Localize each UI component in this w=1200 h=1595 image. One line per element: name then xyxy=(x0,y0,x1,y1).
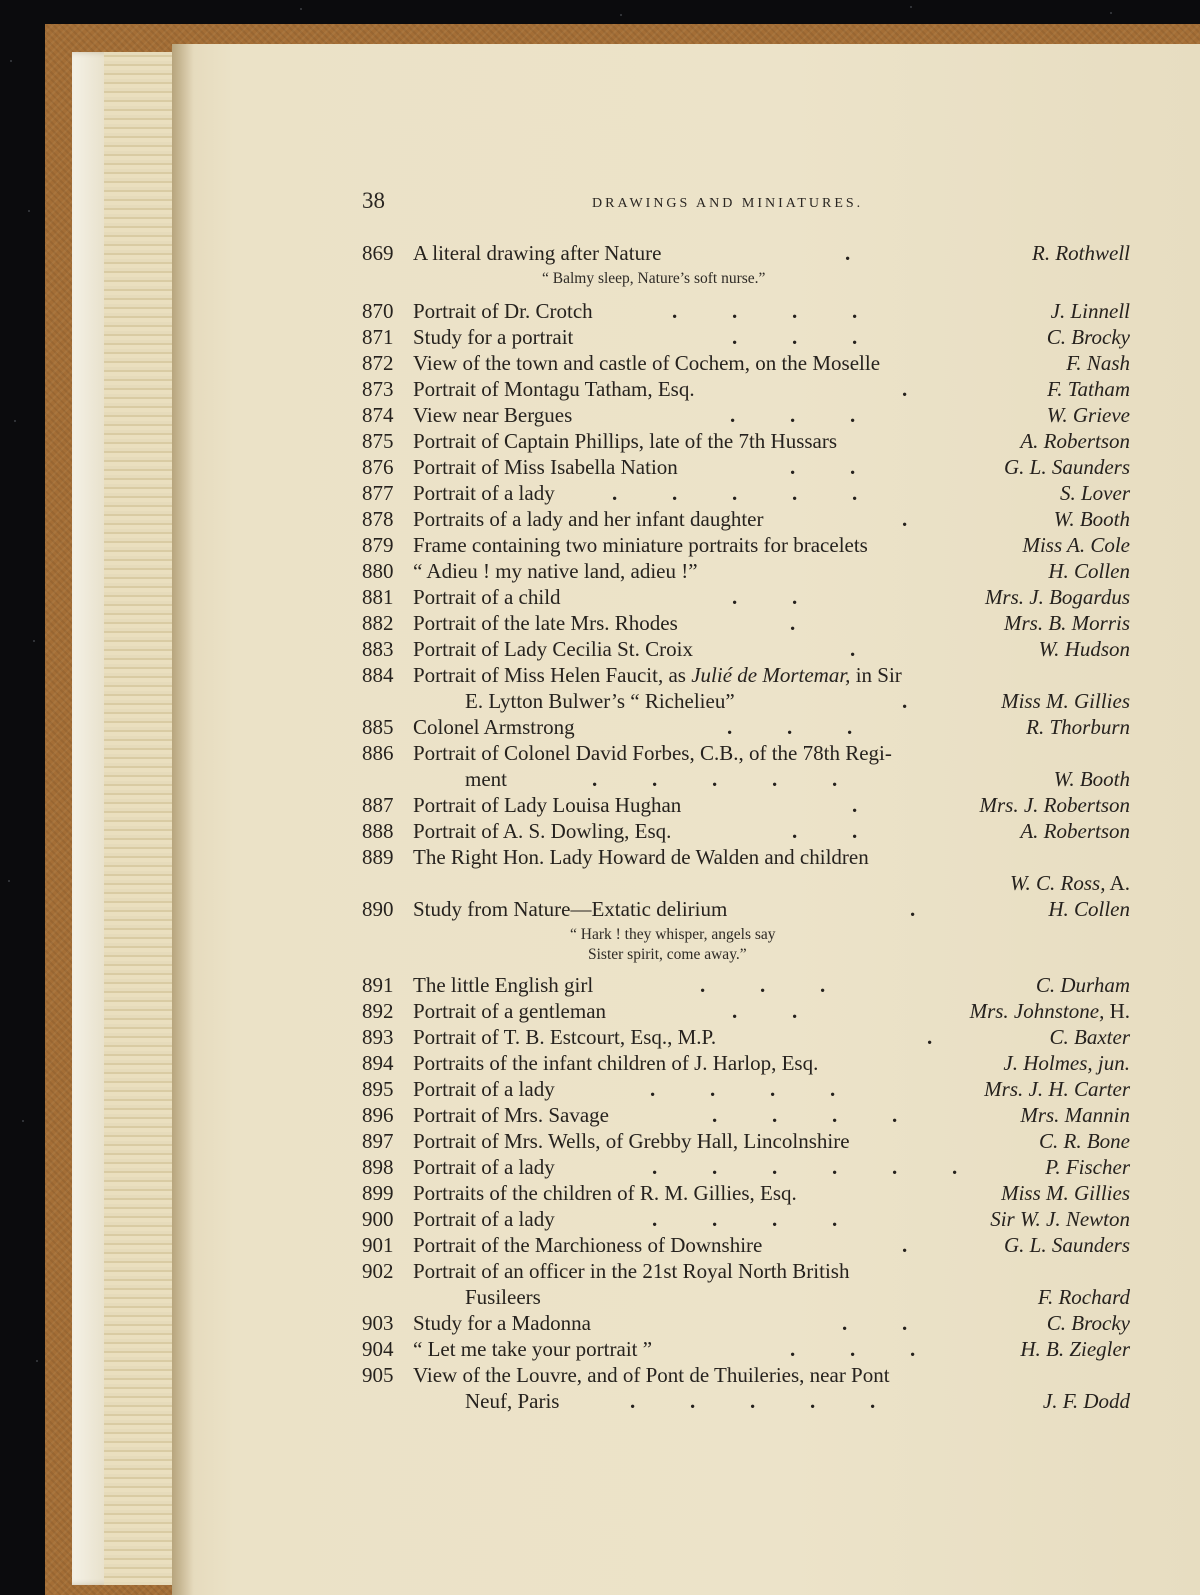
catalogue-entry xyxy=(362,1362,1130,1388)
entry-title: The Right Hon. Lady Howard de Walden and children xyxy=(413,845,869,869)
leader-dots: . xyxy=(927,1025,933,1049)
catalogue-entry xyxy=(362,714,1130,740)
entry-title: “ Let me take your portrait ” xyxy=(413,1337,653,1361)
leader-dots: . . . . xyxy=(712,1103,898,1127)
entry-number: 875 xyxy=(362,429,394,453)
leader-dots: . . . xyxy=(700,973,826,997)
page-number: 38 xyxy=(362,188,385,213)
entry-artist xyxy=(970,998,1130,1024)
entry-artist: Mrs. J. Bogardus xyxy=(984,585,1130,609)
entry-number: 896 xyxy=(362,1103,394,1127)
entry-number: 897 xyxy=(362,1129,394,1153)
catalogue-entry xyxy=(362,818,1130,844)
leader-dots: . . xyxy=(842,1311,908,1335)
leader-dots: . . . xyxy=(730,403,856,427)
entry-title: Frame containing two miniature portraits for bracelets xyxy=(413,533,868,557)
catalogue-entry xyxy=(362,1206,1130,1232)
entry-number: 894 xyxy=(362,1051,394,1075)
catalogue-entry xyxy=(362,428,1130,454)
entry-title: View of the town and castle of Cochem, on the Moselle xyxy=(413,351,881,375)
entry-number: 884 xyxy=(362,663,394,687)
entry-title: Portrait of Montagu Tatham, Esq. xyxy=(413,377,695,401)
entry-number: 870 xyxy=(362,299,394,323)
entry-title: A literal drawing after Nature xyxy=(413,241,662,265)
entry-title-continuation: E. Lytton Bulwer’s “ Richelieu” xyxy=(465,689,735,713)
entry-title-part: in Sir xyxy=(850,663,902,687)
entry-artist: Miss A. Cole xyxy=(1022,533,1130,557)
entry-title: Portrait of a lady xyxy=(413,481,555,505)
leader-dots: . . . . . xyxy=(612,481,858,505)
catalogue-entry xyxy=(362,740,1130,766)
entry-title: Portraits of the children of R. M. Gillies, Esq. xyxy=(413,1181,797,1205)
entry-number: 879 xyxy=(362,533,394,557)
entry-title-continuation: ment xyxy=(465,767,507,791)
entry-artist: W. Booth xyxy=(1053,507,1130,531)
entry-artist: C. R. Bone xyxy=(1039,1129,1130,1153)
entry-artist: F. Tatham xyxy=(1047,377,1130,401)
entry-artist: F. Rochard xyxy=(1037,1285,1130,1309)
entry-artist: R. Rothwell xyxy=(1032,241,1130,265)
entry-title: Portrait of Dr. Crotch xyxy=(413,299,593,323)
leader-dots: . xyxy=(902,377,908,401)
leader-dots: . . . xyxy=(790,1337,916,1361)
entry-artist: H. B. Ziegler xyxy=(1020,1337,1130,1361)
catalogue-entry xyxy=(362,1180,1130,1206)
catalogue-entry xyxy=(362,1128,1130,1154)
entry-artist: Miss M. Gillies xyxy=(1001,1181,1130,1205)
entry-artist: Mrs. B. Morris xyxy=(1003,611,1130,635)
entry-number: 890 xyxy=(362,897,394,921)
leader-dots: . xyxy=(852,793,858,817)
leader-dots: . xyxy=(902,1233,908,1257)
entry-number: 876 xyxy=(362,455,394,479)
entry-artist: C. Brocky xyxy=(1046,325,1130,349)
entry-number: 889 xyxy=(362,845,394,869)
entry-artist: C. Brocky xyxy=(1046,1311,1130,1335)
entry-artist: R. Thorburn xyxy=(1026,715,1130,739)
catalogue-entry xyxy=(362,1336,1130,1362)
catalogue-entry xyxy=(362,532,1130,558)
leader-dots: . . xyxy=(732,585,798,609)
entry-artist: Mrs. J. Robertson xyxy=(979,793,1130,817)
entry-artist: H. Collen xyxy=(1048,897,1130,921)
entry-artist-name: W. C. Ross, xyxy=(1009,871,1106,895)
catalogue-entry xyxy=(362,896,1130,922)
entry-number: 888 xyxy=(362,819,394,843)
entry-title: Study for a Madonna xyxy=(413,1311,591,1335)
entry-artist: W. Grieve xyxy=(1046,403,1130,427)
entry-title: Portrait of Mrs. Savage xyxy=(413,1103,609,1127)
leader-dots: . . . . xyxy=(650,1077,836,1101)
page-gutter-shadow xyxy=(172,44,194,1595)
leader-dots: . xyxy=(910,897,916,921)
entry-artist: C. Durham xyxy=(1035,973,1130,997)
entry-artist: J. Holmes, jun. xyxy=(1003,1051,1130,1075)
entry-title: Portraits of a lady and her infant daughter xyxy=(413,507,764,531)
entry-artist: S. Lover xyxy=(1060,481,1130,505)
entry-title-part: Portrait of Miss Helen Faucit, as xyxy=(413,663,692,687)
leader-dots: . . . xyxy=(732,325,858,349)
leader-dots: . xyxy=(850,637,856,661)
entry-artist: Mrs. J. H. Carter xyxy=(984,1077,1130,1101)
catalogue-entry xyxy=(362,506,1130,532)
entry-artist: H. Collen xyxy=(1048,559,1130,583)
entry-title: View near Bergues xyxy=(413,403,573,427)
entry-artist: G. L. Saunders xyxy=(1003,1233,1130,1257)
entry-number: 898 xyxy=(362,1155,394,1179)
entry-number: 872 xyxy=(362,351,394,375)
entry-title: Portrait of T. B. Estcourt, Esq., M.P. xyxy=(413,1025,717,1049)
entry-title: Portrait of the Marchioness of Downshire xyxy=(413,1233,763,1257)
catalogue-entry xyxy=(362,998,1130,1024)
entry-artist: Mrs. Mannin xyxy=(1020,1103,1130,1127)
catalogue-entry xyxy=(362,454,1130,480)
catalogue-entry xyxy=(362,402,1130,428)
leader-dots: . . . . xyxy=(672,299,858,323)
leader-dots: . . xyxy=(790,455,856,479)
catalogue-entry xyxy=(362,610,1130,636)
leader-dots: . . xyxy=(792,819,858,843)
entry-quote-line: “ Hark ! they whisper, angels say xyxy=(570,926,776,943)
entry-title: Portrait of a lady xyxy=(413,1077,555,1101)
entry-artist: W. Booth xyxy=(1053,767,1130,791)
entry-number: 886 xyxy=(362,741,394,765)
leader-dots: . xyxy=(845,241,851,265)
entry-artist: C. Baxter xyxy=(1049,1025,1130,1049)
entry-number: 899 xyxy=(362,1181,394,1205)
entry-title: Colonel Armstrong xyxy=(413,715,575,739)
catalogue-entry xyxy=(362,844,1130,870)
entry-quote: “ Balmy sleep, Nature’s soft nurse.” xyxy=(542,270,766,287)
catalogue-entry xyxy=(362,1310,1130,1336)
catalogue-entry xyxy=(362,662,1130,688)
catalogue-entry xyxy=(362,480,1130,506)
catalogue-entry xyxy=(362,1102,1130,1128)
catalogue-entry xyxy=(362,376,1130,402)
entry-title: Portrait of Captain Phillips, late of the 7th Hussars xyxy=(413,429,838,453)
entry-title: Study for a portrait xyxy=(413,325,574,349)
entry-artist-suffix: A. xyxy=(1105,871,1130,895)
leader-dots: . . xyxy=(732,999,798,1023)
leader-dots: . . . . . . xyxy=(652,1155,958,1179)
entry-artist: Miss M. Gillies xyxy=(1001,689,1130,713)
leader-dots: . . . . xyxy=(652,1207,838,1231)
catalogue-entry xyxy=(362,1024,1130,1050)
catalogue-entry-continuation xyxy=(362,688,1130,714)
entry-artist-suffix: H. xyxy=(1104,999,1130,1023)
entry-number: 878 xyxy=(362,507,394,531)
entry-number: 887 xyxy=(362,793,394,817)
catalogue-entry xyxy=(362,792,1130,818)
entry-artist: A. Robertson xyxy=(1020,819,1130,843)
entry-number: 869 xyxy=(362,241,394,265)
entry-artist: G. L. Saunders xyxy=(1003,455,1130,479)
entry-title: “ Adieu ! my native land, adieu !” xyxy=(413,559,698,583)
catalogue-entry-continuation xyxy=(362,870,1130,896)
entry-number: 904 xyxy=(362,1337,394,1361)
entry-title: Portrait of a gentleman xyxy=(413,999,607,1023)
entry-number: 882 xyxy=(362,611,394,635)
catalogue-entry-continuation xyxy=(362,1284,1130,1310)
entry-title: Portrait of Mrs. Wells, of Grebby Hall, Lincolnshire xyxy=(413,1129,850,1153)
catalogue-entry xyxy=(362,972,1130,998)
entry-artist: J. Linnell xyxy=(1050,299,1130,323)
page-edges-stripes xyxy=(104,52,174,1585)
entry-number: 903 xyxy=(362,1311,394,1335)
entry-number: 881 xyxy=(362,585,394,609)
entry-title: View of the Louvre, and of Pont de Thuileries, near Pont xyxy=(413,1363,890,1387)
leader-dots: . . . xyxy=(727,715,853,739)
entry-title-continuation: Neuf, Paris xyxy=(465,1389,560,1413)
entry-artist: A. Robertson xyxy=(1020,429,1130,453)
entry-number: 880 xyxy=(362,559,394,583)
entry-artist: P. Fischer xyxy=(1045,1155,1130,1179)
catalogue-entry xyxy=(362,584,1130,610)
entry-number: 883 xyxy=(362,637,394,661)
entry-number: 877 xyxy=(362,481,394,505)
entry-title: Portrait of a child xyxy=(413,585,561,609)
entry-title: Portrait of the late Mrs. Rhodes xyxy=(413,611,678,635)
entry-title: Portrait of a lady xyxy=(413,1207,555,1231)
entry-title: Portrait of a lady xyxy=(413,1155,555,1179)
catalogue-entry xyxy=(362,1232,1130,1258)
catalogue-entry xyxy=(362,240,1130,266)
entry-artist xyxy=(1010,870,1130,896)
entry-number: 905 xyxy=(362,1363,394,1387)
catalogue-entry xyxy=(362,298,1130,324)
leader-dots: . xyxy=(902,689,908,713)
leader-dots: . xyxy=(902,507,908,531)
catalogue-entry xyxy=(362,1258,1130,1284)
entry-number: 874 xyxy=(362,403,394,427)
catalogue-entry-continuation xyxy=(362,1388,1130,1414)
catalogue-entry xyxy=(362,1154,1130,1180)
entry-title: Portrait of Miss Isabella Nation xyxy=(413,455,678,479)
running-head xyxy=(362,188,1124,216)
entry-number: 885 xyxy=(362,715,394,739)
entry-artist: W. Hudson xyxy=(1038,637,1130,661)
entry-title: The little English girl xyxy=(413,973,594,997)
entry-title: Portrait of Lady Louisa Hughan xyxy=(413,793,682,817)
entry-quote-line: Sister spirit, come away.” xyxy=(588,946,747,963)
catalogue-entry xyxy=(362,324,1130,350)
entry-artist: J. F. Dodd xyxy=(1042,1389,1130,1413)
leader-dots: . . . . . xyxy=(592,767,838,791)
entry-artist: F. Nash xyxy=(1066,351,1130,375)
entry-title-continuation: Fusileers xyxy=(465,1285,541,1309)
leader-dots: . xyxy=(790,611,796,635)
catalogue-entry xyxy=(362,558,1130,584)
entry-artist-name: Mrs. Johnstone, xyxy=(969,999,1105,1023)
entry-title-role: Julié de Mortemar, xyxy=(691,663,851,687)
catalogue-entry xyxy=(362,636,1130,662)
leader-dots: . . . . . xyxy=(630,1389,876,1413)
entry-number: 893 xyxy=(362,1025,394,1049)
catalogue-entry-continuation xyxy=(362,766,1130,792)
entry-number: 891 xyxy=(362,973,394,997)
entry-title: Study from Nature—Extatic delirium xyxy=(413,897,728,921)
catalogue-entry xyxy=(362,350,1130,376)
entry-number: 871 xyxy=(362,325,394,349)
entry-number: 902 xyxy=(362,1259,394,1283)
entry-title: Portrait of Lady Cecilia St. Croix xyxy=(413,637,693,661)
entry-number: 892 xyxy=(362,999,394,1023)
entry-number: 901 xyxy=(362,1233,394,1257)
entry-title xyxy=(413,662,902,688)
running-title: DRAWINGS AND MINIATURES. xyxy=(592,196,864,211)
catalogue-entry xyxy=(362,1076,1130,1102)
entry-artist: Sir W. J. Newton xyxy=(990,1207,1130,1231)
entry-title: Portrait of Colonel David Forbes, C.B., of the 78th Regi- xyxy=(413,741,892,765)
entry-title: Portrait of an officer in the 21st Royal North British xyxy=(413,1259,850,1283)
catalogue-entry xyxy=(362,1050,1130,1076)
entry-title: Portraits of the infant children of J. Harlop, Esq. xyxy=(413,1051,819,1075)
entry-title: Portrait of A. S. Dowling, Esq. xyxy=(413,819,672,843)
entry-number: 895 xyxy=(362,1077,394,1101)
entry-number: 873 xyxy=(362,377,394,401)
entry-number: 900 xyxy=(362,1207,394,1231)
